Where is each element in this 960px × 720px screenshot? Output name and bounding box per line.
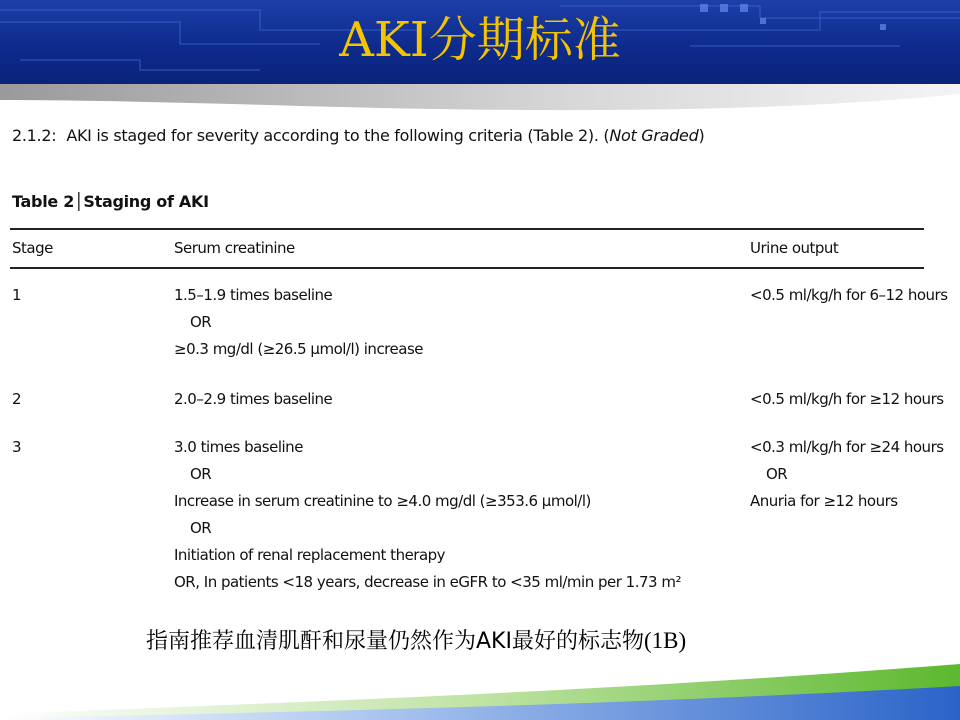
stage-cell: 3 — [12, 438, 22, 456]
table-top-rule — [10, 228, 924, 230]
urine-line: <0.5 ml/kg/h for 6–12 hours — [750, 286, 948, 304]
creatinine-line: OR — [190, 465, 212, 483]
criteria-number: 2.1.2: — [12, 126, 57, 145]
criteria-statement — [12, 126, 704, 145]
table-row-urine — [750, 434, 944, 515]
page-title: AKI分期标准 — [339, 12, 621, 68]
creatinine-line: OR — [190, 313, 212, 331]
creatinine-line: 1.5–1.9 times baseline — [174, 286, 333, 304]
header-urine-output: Urine output — [750, 239, 839, 257]
table-row-creatinine — [174, 386, 332, 413]
table-header-rule — [10, 267, 924, 269]
criteria-close: ) — [698, 126, 705, 145]
table-title: Table 2│Staging of AKI — [12, 192, 209, 211]
creatinine-line: Initiation of renal replacement therapy — [174, 546, 446, 564]
table-row-stage — [12, 434, 21, 461]
creatinine-line: OR, In patients <18 years, decrease in eGFR to <35 ml/min per 1.73 m² — [174, 573, 681, 591]
creatinine-line: Increase in serum creatinine to ≥4.0 mg/dl (≥353.6 μmol/l) — [174, 492, 591, 510]
table-row-stage — [12, 386, 21, 413]
header-serum-creatinine: Serum creatinine — [174, 239, 295, 257]
table-row-urine — [750, 386, 944, 413]
title-banner — [0, 0, 960, 84]
table-row-creatinine — [174, 434, 681, 596]
slide-content — [0, 110, 960, 630]
table-row-creatinine — [174, 282, 423, 363]
stage-cell: 2 — [12, 390, 22, 408]
urine-line: OR — [766, 465, 788, 483]
stage-cell: 1 — [12, 286, 22, 304]
criteria-grade: Not Graded — [609, 126, 699, 145]
creatinine-line: 3.0 times baseline — [174, 438, 303, 456]
header-stage: Stage — [12, 239, 53, 257]
recommendation-footnote — [146, 624, 686, 655]
urine-line: <0.3 ml/kg/h for ≥24 hours — [750, 438, 944, 456]
table-row-urine — [750, 282, 948, 309]
table-row-stage — [12, 282, 21, 309]
creatinine-line: 2.0–2.9 times baseline — [174, 390, 333, 408]
urine-line: Anuria for ≥12 hours — [750, 492, 898, 510]
footnote-grade: (1B) — [643, 628, 687, 653]
criteria-text: AKI is staged for severity according to the following criteria (Table 2). ( — [66, 126, 610, 145]
footnote-text: 指南推荐血清肌酐和尿量仍然作为AKI最好的标志物 — [146, 629, 644, 654]
urine-line: <0.5 ml/kg/h for ≥12 hours — [750, 390, 944, 408]
creatinine-line: OR — [190, 519, 212, 537]
creatinine-line: ≥0.3 mg/dl (≥26.5 μmol/l) increase — [174, 340, 423, 358]
